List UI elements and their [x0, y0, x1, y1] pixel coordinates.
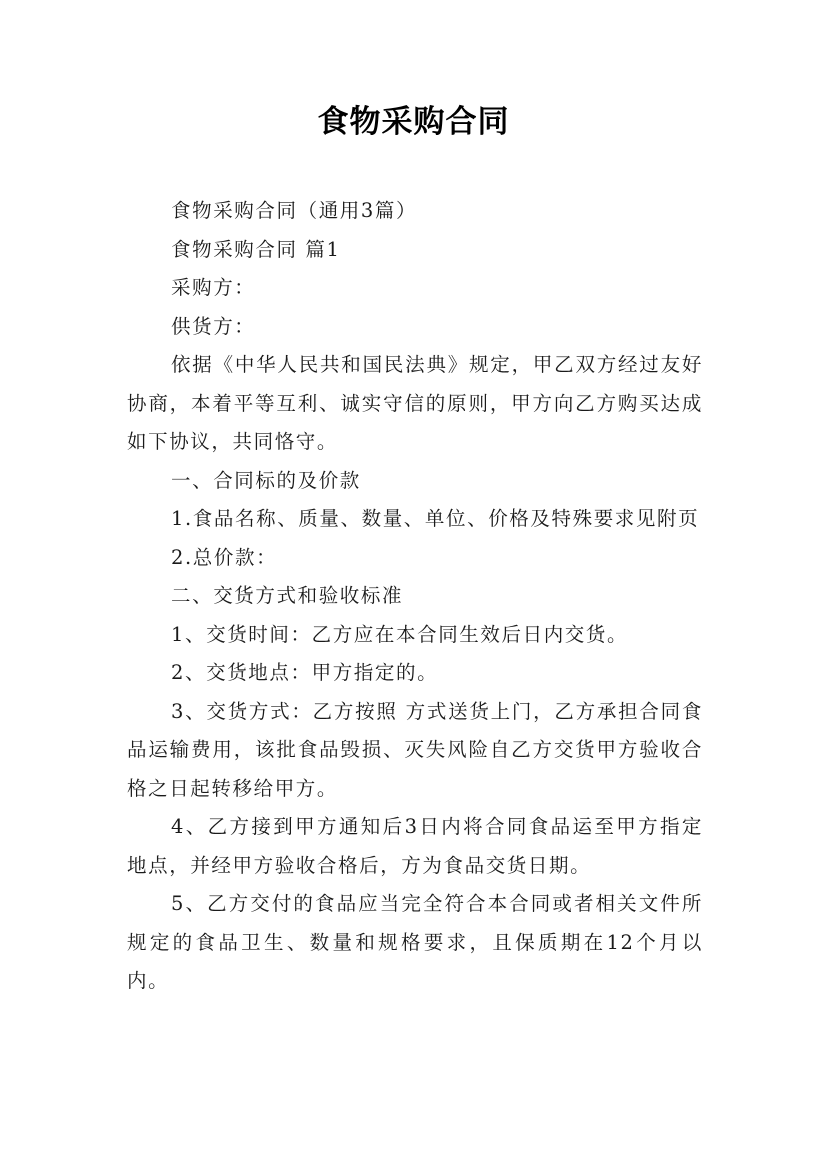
paragraph-item-2-2: 2、交货地点：甲方指定的。: [171, 661, 439, 684]
paragraph-preamble: 依据《中华人民共和国民法典》规定，甲乙双方经过友好协商，本着平等互利、诚实守信的原则，甲方向乙方购买达成如下协议，共同恪守。: [127, 353, 703, 453]
paragraph-item-2-3: 3、交货方式：乙方按照 方式送货上门，乙方承担合同食品运输费用，该批食品毁损、灭失风险自乙方交货甲方验收合格之日起转移给甲方。: [127, 699, 703, 800]
paragraph-item-2-1: 1、交货时间：乙方应在本合同生效后日内交货。: [171, 622, 629, 646]
paragraph-heading-part1: 食物采购合同 篇1: [171, 237, 341, 261]
document-body: [127, 192, 703, 1001]
paragraph-section-1: 一、合同标的及价款: [171, 468, 361, 492]
paragraph-item-1-2: 2.总价款：: [171, 545, 278, 569]
paragraph-buyer: 采购方：: [171, 276, 256, 299]
paragraph-section-2: 二、交货方式和验收标准: [171, 584, 404, 607]
paragraph-heading-general: 食物采购合同（通用3篇）: [171, 199, 418, 222]
document-title: 食物采购合同: [317, 104, 510, 140]
paragraph-item-2-5: 5、乙方交付的食品应当完全符合本合同或者相关文件所规定的食品卫生、数量和规格要求，且保质期在12个月以内。: [127, 892, 703, 992]
paragraph-item-2-4: 4、乙方接到甲方通知后3日内将合同食品运至甲方指定地点，并经甲方验收合格后，方为食品交货日期。: [127, 815, 703, 877]
paragraph-item-1-1: 1.食品名称、质量、数量、单位、价格及特殊要求见附页: [171, 507, 700, 530]
paragraph-supplier: 供货方：: [171, 314, 256, 338]
